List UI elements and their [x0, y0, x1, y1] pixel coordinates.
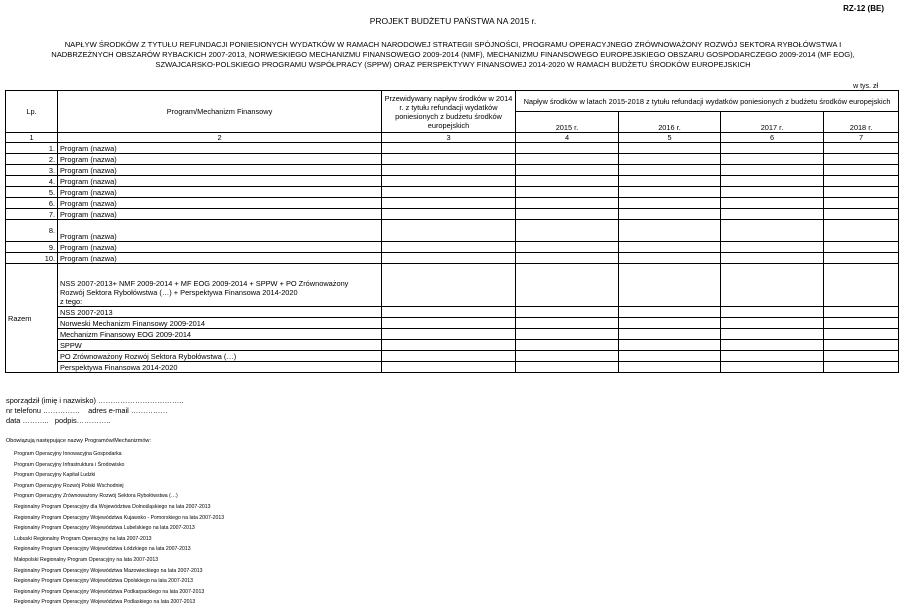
- sub-row-label: PO Zrównoważony Rozwój Sektora Rybołówstwa (…): [58, 351, 382, 362]
- value-cell[interactable]: [824, 307, 899, 318]
- header-lp: Lp.: [6, 91, 58, 133]
- document-code: RZ-12 (BE): [843, 4, 884, 13]
- value-cell[interactable]: [619, 307, 721, 318]
- value-cell[interactable]: [824, 351, 899, 362]
- row-lp: 3.: [6, 165, 58, 176]
- table-row: [6, 209, 899, 220]
- value-cell[interactable]: [619, 176, 721, 187]
- value-cell[interactable]: [382, 154, 516, 165]
- header-year-2018: 2018 r.: [824, 112, 899, 133]
- value-cell[interactable]: [516, 340, 619, 351]
- document-heading: [0, 40, 906, 70]
- value-cell[interactable]: [721, 154, 824, 165]
- value-cell[interactable]: [824, 176, 899, 187]
- header-year-2017: 2017 r.: [721, 112, 824, 133]
- date-field: data ………..: [6, 416, 49, 425]
- value-cell[interactable]: [824, 154, 899, 165]
- value-cell[interactable]: [382, 187, 516, 198]
- row-lp: 8.: [6, 220, 58, 242]
- value-cell[interactable]: [721, 318, 824, 329]
- header-program: Program/Mechanizm Finansowy: [58, 91, 382, 133]
- value-cell[interactable]: [619, 143, 721, 154]
- heading-line: NAPŁYW ŚRODKÓW Z TYTUŁU REFUNDACJI PONIESIONYCH WYDATKÓW W RAMACH NARODOWEJ STRATEGII SPÓJNOŚCI, PROGRAMU OPERACYJNEGO ZRÓWNOWAŻONY ROZWÓJ SEKTORA RYBOŁÓWSTWA I: [64, 40, 842, 49]
- value-cell[interactable]: [619, 198, 721, 209]
- row-program-name: Program (nazwa): [58, 165, 382, 176]
- value-cell[interactable]: [721, 253, 824, 264]
- row-lp: 2.: [6, 154, 58, 165]
- column-number: 1: [6, 133, 58, 143]
- value-cell[interactable]: [721, 340, 824, 351]
- value-cell[interactable]: [619, 340, 721, 351]
- value-cell[interactable]: [721, 242, 824, 253]
- row-lp: 10.: [6, 253, 58, 264]
- value-cell[interactable]: [619, 154, 721, 165]
- row-program-name: Program (nazwa): [58, 143, 382, 154]
- row-program-name: Program (nazwa): [58, 242, 382, 253]
- value-cell[interactable]: [516, 198, 619, 209]
- heading-line: SZWAJCARSKO-POLSKIEGO PROGRAMU WSPÓŁPRACY (SPPW) ORAZ PERSPEKTYWY FINANSOWEJ 2014-2020 W RAMACH BUDŻETU ŚRODKÓW EUROPEJSKICH: [155, 60, 751, 69]
- signature-field: podpis…………..: [54, 416, 111, 425]
- row-program-name: Program (nazwa): [58, 220, 382, 242]
- value-cell[interactable]: [382, 351, 516, 362]
- value-cell[interactable]: [721, 362, 824, 373]
- value-cell[interactable]: [619, 253, 721, 264]
- sub-row-label: Perspektywa Finansowa 2014-2020: [58, 362, 382, 373]
- row-program-name: Program (nazwa): [58, 209, 382, 220]
- value-cell[interactable]: [619, 187, 721, 198]
- value-cell[interactable]: [382, 165, 516, 176]
- total-sub-row: [6, 362, 899, 373]
- row-program-name: Program (nazwa): [58, 187, 382, 198]
- table-row: [6, 253, 899, 264]
- table-row: [6, 165, 899, 176]
- legend-item: Małopolski Regionalny Program Operacyjny na lata 2007-2013: [14, 557, 159, 563]
- value-cell[interactable]: [619, 362, 721, 373]
- phone-field: nr telefonu ……………: [6, 406, 80, 415]
- total-sub-row: [6, 351, 899, 362]
- date-sign-line: [6, 416, 110, 425]
- column-number: 3: [382, 133, 516, 143]
- value-cell[interactable]: [516, 351, 619, 362]
- header-expected-2014: Przewidywany napływ środków w 2014 r. z tytułu refundacji wydatków poniesionych z budżetu środków europejskich: [382, 91, 516, 133]
- legend-item: Program Operacyjny Zrównoważony Rozwój Sektora Rybołówstwa (…): [14, 493, 178, 500]
- sub-row-label: NSS 2007-2013: [58, 307, 382, 318]
- value-cell[interactable]: [382, 362, 516, 373]
- row-program-name: Program (nazwa): [58, 198, 382, 209]
- value-cell[interactable]: [824, 198, 899, 209]
- sub-row-label: Norweski Mechanizm Finansowy 2009-2014: [58, 318, 382, 329]
- value-cell[interactable]: [382, 340, 516, 351]
- total-row: [6, 264, 899, 307]
- email-field: adres e-mail ……………: [88, 406, 168, 415]
- heading-line: NADBRZEŻNYCH OBSZARÓW RYBACKICH 2007-2013, NORWESKIEGO MECHANIZMU FINANSOWEGO 2009-2014 (NMF), MECHANIZMU FINANSOWEGO EUROPEJSKIEGO OBSZARU GOSPODARCZEGO 2009-2014 (MF EOG),: [51, 50, 855, 59]
- contact-line: [6, 406, 168, 415]
- value-cell[interactable]: [516, 209, 619, 220]
- value-cell[interactable]: [382, 253, 516, 264]
- legend-item: Program Operacyjny Kapitał Ludzki: [14, 472, 96, 479]
- value-cell[interactable]: [721, 209, 824, 220]
- column-number-row: [6, 133, 899, 143]
- value-cell[interactable]: [721, 143, 824, 154]
- row-lp: 7.: [6, 209, 58, 220]
- total-desc-line: NSS 2007-2013+ NMF 2009-2014 + MF EOG 2009-2014 + SPPW + PO Zrównoważony: [60, 279, 349, 288]
- header-year-2016: 2016 r.: [619, 112, 721, 133]
- value-cell[interactable]: [721, 351, 824, 362]
- value-cell[interactable]: [824, 187, 899, 198]
- sub-row-label: Mechanizm Finansowy EOG 2009-2014: [58, 329, 382, 340]
- value-cell[interactable]: [619, 351, 721, 362]
- value-cell[interactable]: [721, 220, 824, 242]
- table-row: [6, 154, 899, 165]
- total-desc-line: Rozwój Sektora Rybołówstwa (…) + Perspektywa Finansowa 2014-2020: [60, 288, 298, 297]
- legend-item: Regionalny Program Operacyjny Województwa Kujawsko - Pomorskiego na lata 2007-2013: [14, 514, 225, 521]
- value-cell[interactable]: [721, 198, 824, 209]
- value-cell[interactable]: [721, 329, 824, 340]
- total-desc-line: z tego:: [60, 297, 83, 306]
- header-year-2015: 2015 r.: [516, 112, 619, 133]
- value-cell[interactable]: [721, 307, 824, 318]
- value-cell[interactable]: [516, 176, 619, 187]
- row-lp: 4.: [6, 176, 58, 187]
- total-sub-row: [6, 307, 899, 318]
- column-number: 4: [516, 133, 619, 143]
- value-cell[interactable]: [516, 253, 619, 264]
- budget-table: [5, 90, 899, 373]
- total-sub-row: [6, 318, 899, 329]
- value-cell[interactable]: [824, 209, 899, 220]
- value-cell[interactable]: [382, 329, 516, 340]
- value-cell[interactable]: [516, 187, 619, 198]
- value-cell[interactable]: [516, 242, 619, 253]
- value-cell[interactable]: [382, 318, 516, 329]
- total-sub-row: [6, 329, 899, 340]
- value-cell[interactable]: [824, 340, 899, 351]
- header-inflow-group: Napływ środków w latach 2015-2018 z tytułu refundacji wydatków poniesionych z budżetu środków europejskich: [516, 91, 899, 112]
- value-cell[interactable]: [382, 264, 516, 307]
- value-cell[interactable]: [382, 307, 516, 318]
- value-cell[interactable]: [824, 242, 899, 253]
- value-cell[interactable]: [619, 329, 721, 340]
- total-sub-row: [6, 340, 899, 351]
- value-cell[interactable]: [516, 318, 619, 329]
- value-cell[interactable]: [516, 220, 619, 242]
- row-program-name: Program (nazwa): [58, 154, 382, 165]
- value-cell[interactable]: [516, 307, 619, 318]
- total-description: [58, 264, 382, 307]
- value-cell[interactable]: [721, 187, 824, 198]
- value-cell[interactable]: [619, 209, 721, 220]
- legend-item: Program Operacyjny Rozwój Polski Wschodniej: [14, 482, 124, 489]
- value-cell[interactable]: [824, 264, 899, 307]
- document-title: PROJEKT BUDŻETU PAŃSTWA NA 2015 r.: [369, 16, 537, 26]
- units-label: w tys. zł: [853, 83, 878, 90]
- value-cell[interactable]: [824, 362, 899, 373]
- value-cell[interactable]: [516, 143, 619, 154]
- legend-item: Regionalny Program Operacyjny dla Województwa Dolnośląskiego na lata 2007-2013: [14, 504, 211, 510]
- value-cell[interactable]: [382, 242, 516, 253]
- legend-item: Regionalny Program Operacyjny Województwa Opolskiego na lata 2007-2013: [14, 578, 193, 585]
- legend-item: Regionalny Program Operacyjny Województwa Łódzkiego na lata 2007-2013: [14, 546, 191, 553]
- table-row: [6, 176, 899, 187]
- legend-item: Lubuski Regionalny Program Operacyjny na lata 2007-2013: [14, 535, 152, 542]
- table-row: [6, 220, 899, 242]
- value-cell[interactable]: [619, 242, 721, 253]
- value-cell[interactable]: [382, 220, 516, 242]
- value-cell[interactable]: [619, 264, 721, 307]
- value-cell[interactable]: [824, 143, 899, 154]
- value-cell[interactable]: [382, 143, 516, 154]
- row-lp: 9.: [6, 242, 58, 253]
- value-cell[interactable]: [382, 209, 516, 220]
- value-cell[interactable]: [824, 329, 899, 340]
- table-row: [6, 198, 899, 209]
- value-cell[interactable]: [824, 220, 899, 242]
- legend-item: Regionalny Program Operacyjny Województwa Mazowieckiego na lata 2007-2013: [14, 567, 203, 574]
- value-cell[interactable]: [824, 253, 899, 264]
- legend-item: Regionalny Program Operacyjny Województwa Podkarpackiego na lata 2007-2013: [14, 588, 205, 595]
- value-cell[interactable]: [824, 165, 899, 176]
- table-row: [6, 242, 899, 253]
- value-cell[interactable]: [382, 198, 516, 209]
- row-lp: 1.: [6, 143, 58, 154]
- row-program-name: Program (nazwa): [58, 253, 382, 264]
- value-cell[interactable]: [516, 154, 619, 165]
- value-cell[interactable]: [619, 165, 721, 176]
- value-cell[interactable]: [619, 220, 721, 242]
- legend-title: Obowiązują następujące nazwy Programów/Mechanizmów:: [6, 438, 151, 444]
- value-cell[interactable]: [382, 176, 516, 187]
- table-row: [6, 187, 899, 198]
- sub-row-label: SPPW: [58, 340, 382, 351]
- row-program-name: Program (nazwa): [58, 176, 382, 187]
- column-number: 6: [721, 133, 824, 143]
- value-cell[interactable]: [516, 165, 619, 176]
- total-label: Razem: [6, 264, 58, 373]
- value-cell[interactable]: [516, 264, 619, 307]
- value-cell[interactable]: [721, 176, 824, 187]
- table-row: [6, 143, 899, 154]
- row-lp: 6.: [6, 198, 58, 209]
- row-lp: 5.: [6, 187, 58, 198]
- column-number: 2: [58, 133, 382, 143]
- legend-item: Regionalny Program Operacyjny Województwa Podlaskiego na lata 2007-2013: [14, 599, 196, 606]
- legend-item: Regionalny Program Operacyjny Województwa Lubelskiego na lata 2007-2013: [14, 525, 195, 532]
- prepared-by-line: sporządził (imię i nazwisko) ……………………………..: [6, 396, 184, 405]
- value-cell[interactable]: [721, 165, 824, 176]
- value-cell[interactable]: [824, 318, 899, 329]
- value-cell[interactable]: [516, 362, 619, 373]
- value-cell[interactable]: [619, 318, 721, 329]
- column-number: 5: [619, 133, 721, 143]
- legend-item: Program Operacyjny Innowacyjna Gospodarka: [14, 451, 122, 457]
- value-cell[interactable]: [516, 329, 619, 340]
- legend-item: Program Operacyjny Infrastruktura i Środowisko: [14, 461, 125, 468]
- value-cell[interactable]: [721, 264, 824, 307]
- column-number: 7: [824, 133, 899, 143]
